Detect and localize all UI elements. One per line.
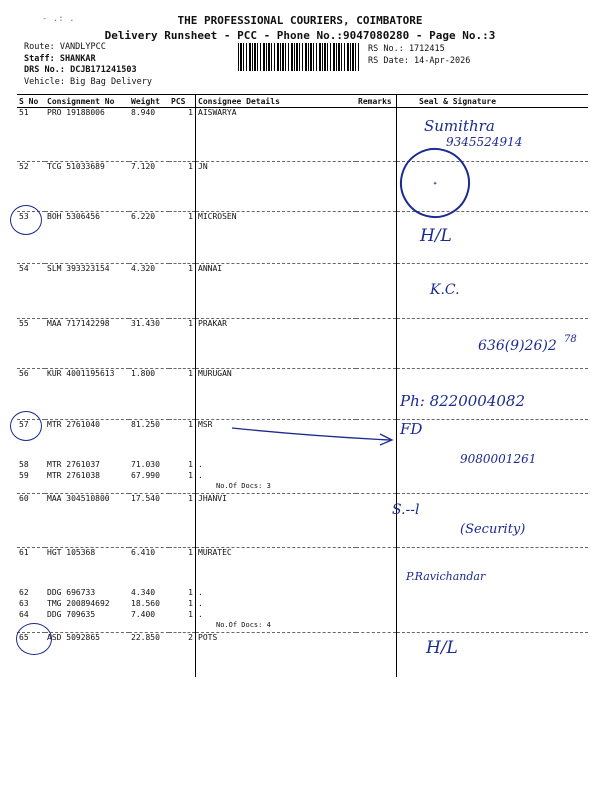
table-row [17,610,588,621]
row-consignment: PRO 19188006 [45,108,129,162]
row-remarks [356,494,397,548]
phone-row51: 9345524914 [446,135,523,149]
row-pcs: 1 [188,420,193,429]
row-weight: 31.430 [129,319,169,369]
docs-count-note: No.Of Docs: 3 [196,482,357,494]
table-row [17,588,588,599]
row-consignment: MAA 304510800 [45,494,129,548]
row-weight: 6.220 [129,212,169,264]
drs-line [24,65,152,77]
row-sno: 59 [19,470,29,480]
row-pcs: 1 [188,598,193,608]
row-weight: 6.410 [131,548,156,557]
row-pcs: 1 [169,369,196,420]
row-consignee: . [196,471,357,482]
signature-row55: 636(9)26)2 [478,338,557,354]
row-seal [397,599,589,610]
col-pcs: PCS [169,95,196,108]
row-remarks [356,212,397,264]
row-consignment: TMG 200894692 [47,598,110,608]
row-seal [397,471,589,482]
row-sno: 52 [17,162,45,212]
signature-row53: H/L [420,226,452,246]
row-consignee: ANNAI [196,264,357,319]
row-seal [397,494,589,548]
row-weight: 1.800 [129,369,169,420]
signature-row61: P.Ravichandar [406,570,486,583]
vehicle-text: Vehicle: Big Bag Delivery [24,76,152,87]
row-pcs: 2 [188,633,193,642]
signature-row51: Sumithra [424,117,495,135]
signature-row60: S.--l [392,502,420,518]
docs-row [17,482,588,494]
row-consignment: ASD 5092865 [47,633,100,642]
row-sno: 64 [19,609,29,619]
row-weight: 8.940 [129,108,169,162]
row-sno: 65 [19,633,29,642]
row-sno: 56 [17,369,45,420]
signature-row57: FD [400,420,423,438]
row-weight: 7.400 [131,609,156,619]
row-consignee: MURATEC [196,548,357,588]
row-consignee: . [196,610,357,621]
row-pcs: 1 [188,587,193,597]
row-pcs: 1 [169,108,196,162]
row-consignment: KUR 4001195613 [45,369,129,420]
row-consignment: DDG 709635 [47,609,96,619]
row-consignee: . [196,599,357,610]
rs-date: RS Date: 14-Apr-2026 [368,55,471,66]
ink-circle-57 [10,411,42,441]
row-pcs: 1 [169,212,196,264]
stray-mark: - .: . [42,14,75,24]
row-remarks [356,471,397,482]
docs-row [17,621,588,633]
rs-number: RS No.: 1712415 [368,44,445,54]
barcode [238,43,360,71]
row-sno: 55 [17,319,45,369]
row-consignee: PRAKAR [196,319,357,369]
row-consignment: SLM 393323154 [45,264,129,319]
row-pcs: 1 [169,494,196,548]
row-pcs: 1 [188,609,193,619]
row-remarks [356,460,397,471]
row-pcs: 1 [169,319,196,369]
row-consignee: . [196,460,357,471]
drs-label: DRS No.: [24,65,65,75]
col-sno: S No [17,95,45,108]
row-remarks [356,264,397,319]
ink-circle-65 [16,623,52,655]
row-weight: 71.030 [131,459,160,469]
row-sno: 61 [19,548,29,557]
row-consignee: MICROSEN [196,212,357,264]
row-weight: 22.850 [131,633,160,642]
table-row [17,548,588,588]
row-remarks [356,369,397,420]
row-consignment: MAA 717142298 [45,319,129,369]
row-consignee: AISWARYA [196,108,357,162]
table-row [17,264,588,319]
signature-row54: K.C. [430,282,460,298]
row-consignee: MSR [196,420,357,460]
row-consignment: DDG 696733 [47,587,96,597]
runsheet-table [17,94,588,677]
row-pcs: 1 [169,162,196,212]
row-sno: 53 [17,212,45,264]
row-remarks [356,588,397,599]
row-weight: 67.990 [131,470,160,480]
row-weight: 17.540 [129,494,169,548]
row-sno: 62 [19,587,29,597]
col-consignment: Consignment No [45,95,129,108]
row-remarks [356,319,397,369]
row-weight: 7.120 [129,162,169,212]
row-consignee: JHANVI [196,494,357,548]
row-consignment: TCG 51033689 [45,162,129,212]
row-sno: 63 [19,598,29,608]
row-pcs: 1 [188,459,193,469]
col-seal: Seal & Signature [397,95,589,108]
row-consignee: . [196,588,357,599]
table-row [17,599,588,610]
row-weight: 4.320 [129,264,169,319]
row-consignment: MTR 2761038 [47,470,100,480]
signature-row65: H/L [426,638,458,658]
header-right [368,44,470,67]
row-consignment: HGT 105368 [47,548,96,557]
row-pcs: 1 [188,470,193,480]
row-weight: 81.250 [131,420,160,429]
row-pcs: 1 [188,548,193,557]
row-seal [397,588,589,599]
table-row [17,162,588,212]
company-title: THE PROFESSIONAL COURIERS, COIMBATORE [177,14,423,27]
table-row [17,471,588,482]
phone-row56: Ph: 8220004082 [400,392,526,410]
ink-arrow [230,420,400,450]
row-remarks [356,599,397,610]
row-sno: 58 [19,459,29,469]
row-sno: 60 [17,494,45,548]
row-remarks [356,633,397,677]
route-text: Route: VANDLYPCC [24,42,106,52]
row-consignee: JN [196,162,357,212]
row-consignment: MTR 2761037 [47,459,100,469]
table-row [17,494,588,548]
row-weight: 18.560 [131,598,160,608]
row-consignee: MURUGAN [196,369,357,420]
col-remarks: Remarks [356,95,397,108]
staff-text: Staff: SHANKAR [24,53,96,64]
row-pcs: 1 [169,264,196,319]
phone-row57: 9080001261 [460,452,537,466]
drs-value: DCJB171241503 [70,65,137,75]
table-row [17,212,588,264]
row-remarks [356,162,397,212]
row-sno: 54 [17,264,45,319]
row-remarks [356,548,397,588]
row-seal [397,264,589,319]
runsheet-subtitle: Delivery Runsheet - PCC - Phone No.:9047080280 - Page No.:3 [104,29,496,42]
row-remarks [356,108,397,162]
col-consignee: Consignee Details [196,95,357,108]
signature-row55-extra: 78 [564,334,577,345]
row-seal [397,610,589,621]
row-consignee: POTS [196,633,357,677]
row-consignment: MTR 2761040 [47,420,100,429]
table-header-row [17,95,588,108]
docs-count-note: No.Of Docs: 4 [196,621,357,633]
row-sno: 57 [19,420,29,429]
row-remarks [356,610,397,621]
signature-row60-security: (Security) [460,522,526,537]
header-left [24,42,152,88]
row-sno: 51 [17,108,45,162]
seal-stamp: ★ [387,135,483,231]
row-weight: 4.340 [131,587,156,597]
table-row [17,633,588,677]
row-consignment: BOH 5306456 [45,212,129,264]
ink-circle-53 [10,205,42,235]
col-weight: Weight [129,95,169,108]
